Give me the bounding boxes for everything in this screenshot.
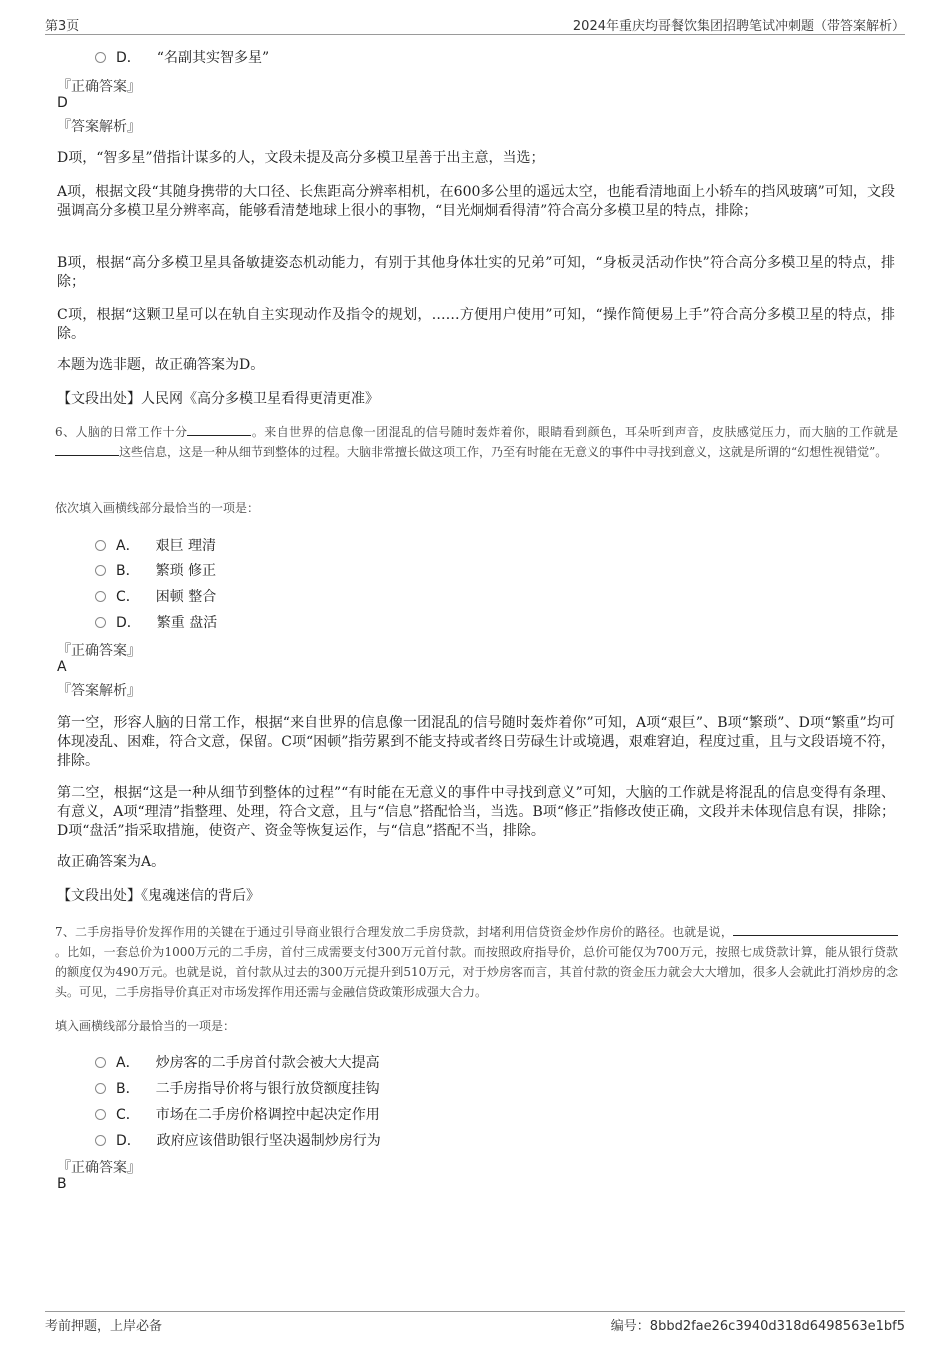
q7-option-a[interactable] [95, 1052, 380, 1072]
option-text: 政府应该借助银行坚决遏制炒房行为 [156, 1133, 381, 1149]
option-text: 繁琐 修正 [155, 563, 217, 579]
q5-analysis-para: A项，根据文段“其随身携带的大口径、长焦距高分辨率相机，在600多公里的遥远太空，也能看清地面上小轿车的挡风玻璃”可知，文段强调高分多模卫星分辨率高，能够看清楚地球上很小的事物，“目光炯炯看得清”符合高分多模卫星的特点，排除； [57, 184, 895, 219]
radio-icon[interactable] [95, 565, 106, 576]
document-id: 编号：8bbd2fae26c3940d318d6498563e1bf5 [610, 1319, 905, 1334]
radio-icon[interactable] [95, 540, 106, 551]
option-text: 艰巨 理清 [155, 538, 217, 554]
option-letter: D． [116, 615, 141, 631]
option-letter: B． [116, 563, 140, 579]
radio-icon[interactable] [95, 617, 106, 628]
q6-analysis-para: 第二空，根据“这是一种从细节到整体的过程”“有时能在无意义的事件中寻找到意义”可知，大脑的工作就是将混乱的信息变得有条理、有意义，A项“理清”指整理、处理，符合文意，且与“信息”搭配恰当，当选。B项“修正”指修改使正确，文段并未体现信息有误，排除；D项“盘活”指采取措施，使资产、资金等恢复运作，与“信息”搭配不当，排除。 [57, 785, 895, 839]
q7-instruction: 填入画横线部分最恰当的一项是： [55, 1019, 236, 1033]
page-header [45, 14, 905, 35]
q6-option-d[interactable] [95, 612, 217, 632]
q6-source: 【文段出处】《鬼魂迷信的背后》 [57, 888, 260, 904]
option-text: 困顿 整合 [155, 589, 217, 605]
radio-icon[interactable] [95, 1109, 106, 1120]
q7-blank [733, 923, 898, 936]
q6-option-a[interactable] [95, 535, 216, 555]
q5-analysis-para: C项，根据“这颗卫星可以在轨自主实现动作及指令的规划，……方便用户使用”可知，“操作简便易上手”符合高分多模卫星的特点，排除。 [57, 307, 895, 342]
page-number: 第3页 [45, 19, 80, 34]
radio-icon[interactable] [95, 1057, 106, 1068]
option-letter: B． [116, 1081, 140, 1097]
q6-instruction: 依次填入画横线部分最恰当的一项是： [55, 501, 260, 515]
q5-answer-label: 『正确答案』 [57, 79, 141, 95]
option-letter: C． [116, 589, 140, 605]
q6-text-a: 6、人脑的日常工作十分 [55, 425, 188, 439]
q6-answer-label: 『正确答案』 [57, 643, 141, 659]
option-letter: D． [116, 50, 141, 66]
radio-icon[interactable] [95, 1135, 106, 1146]
q7-answer-label: 『正确答案』 [57, 1160, 141, 1176]
option-letter: A． [116, 538, 140, 554]
q5-analysis-label: 『答案解析』 [57, 119, 141, 135]
q6-analysis-label: 『答案解析』 [57, 683, 141, 699]
option-letter: C． [116, 1107, 140, 1123]
q7-question [55, 922, 898, 1002]
q6-answer: A [57, 659, 67, 675]
option-letter: D． [116, 1133, 141, 1149]
radio-icon[interactable] [95, 591, 106, 602]
q5-analysis-para: B项，根据“高分多模卫星具备敏捷姿态机动能力，有别于其他身体壮实的兄弟”可知，“身板灵活动作快”符合高分多模卫星的特点，排除； [57, 255, 895, 290]
option-text: “名副其实智多星” [156, 50, 270, 66]
radio-icon[interactable] [95, 1083, 106, 1094]
q7-option-b[interactable] [95, 1078, 380, 1098]
option-text: 二手房指导价将与银行放贷额度挂钩 [155, 1081, 380, 1097]
q6-option-b[interactable] [95, 560, 216, 580]
radio-icon[interactable] [95, 52, 106, 63]
q6-text-c: 这些信息，这是一种从细节到整体的过程。大脑非常擅长做这项工作，乃至有时能在无意义的事件中寻找到意义，这就是所谓的“幻想性视错觉”。 [119, 445, 888, 459]
q6-analysis-para: 故正确答案为A。 [57, 854, 166, 870]
option-letter: A． [116, 1055, 140, 1071]
q7-text-b: 。比如，一套总价为1000万元的二手房，首付三成需要支付300万元首付款。而按照政府指导价，总价可能仅为700万元，按照七成贷款计算，能从银行贷款的额度仅为490万元。也就是说，首付款从过去的300万元提升到510万元，对于炒房客而言，其首付款的资金压力就会大大增加，很多人会就此打消炒房的念头。可见，二手房指导价真正对市场发挥作用还需与金融信贷政策形成强大合力。 [55, 945, 898, 999]
q6-blank-1 [187, 423, 251, 436]
option-text: 繁重 盘活 [156, 615, 218, 631]
footer-slogan: 考前押题，上岸必备 [45, 1319, 163, 1334]
q5-option-d[interactable] [95, 47, 269, 67]
q5-analysis-para: D项，“智多星”借指计谋多的人，文段未提及高分多模卫星善于出主意，当选； [57, 150, 545, 166]
q6-blank-2 [55, 443, 119, 456]
document-title: 2024年重庆均哥餐饮集团招聘笔试冲刺题（带答案解析） [572, 19, 905, 34]
page-footer [45, 1311, 905, 1334]
q7-answer: B [57, 1176, 67, 1192]
q5-source: 【文段出处】人民网《高分多模卫星看得更清更准》 [57, 391, 379, 407]
q5-analysis-para: 本题为选非题，故正确答案为D。 [57, 357, 265, 373]
q6-option-c[interactable] [95, 586, 216, 606]
q7-option-d[interactable] [95, 1130, 381, 1150]
q7-text-a: 7、二手房指导价发挥作用的关键在于通过引导商业银行合理发放二手房贷款，封堵利用信贷资金炒作房价的路径。也就是说， [55, 925, 733, 939]
q6-text-b: 。来自世界的信息像一团混乱的信号随时轰炸着你，眼睛看到颜色，耳朵听到声音，皮肤感觉压力，而大脑的工作就是 [251, 425, 898, 439]
q7-option-c[interactable] [95, 1104, 380, 1124]
q6-analysis-para: 第一空，形容人脑的日常工作，根据“来自世界的信息像一团混乱的信号随时轰炸着你”可知，A项“艰巨”、B项“繁琐”、D项“繁重”均可体现凌乱、困难，符合文意，保留。C项“困顿”指劳累到不能支持或者终日劳碌生计或境遇，艰难窘迫，程度过重，且与文段语境不符，排除。 [57, 715, 895, 769]
option-text: 炒房客的二手房首付款会被大大提高 [155, 1055, 380, 1071]
q5-answer: D [57, 95, 68, 111]
q6-question [55, 422, 898, 462]
option-text: 市场在二手房价格调控中起决定作用 [155, 1107, 380, 1123]
